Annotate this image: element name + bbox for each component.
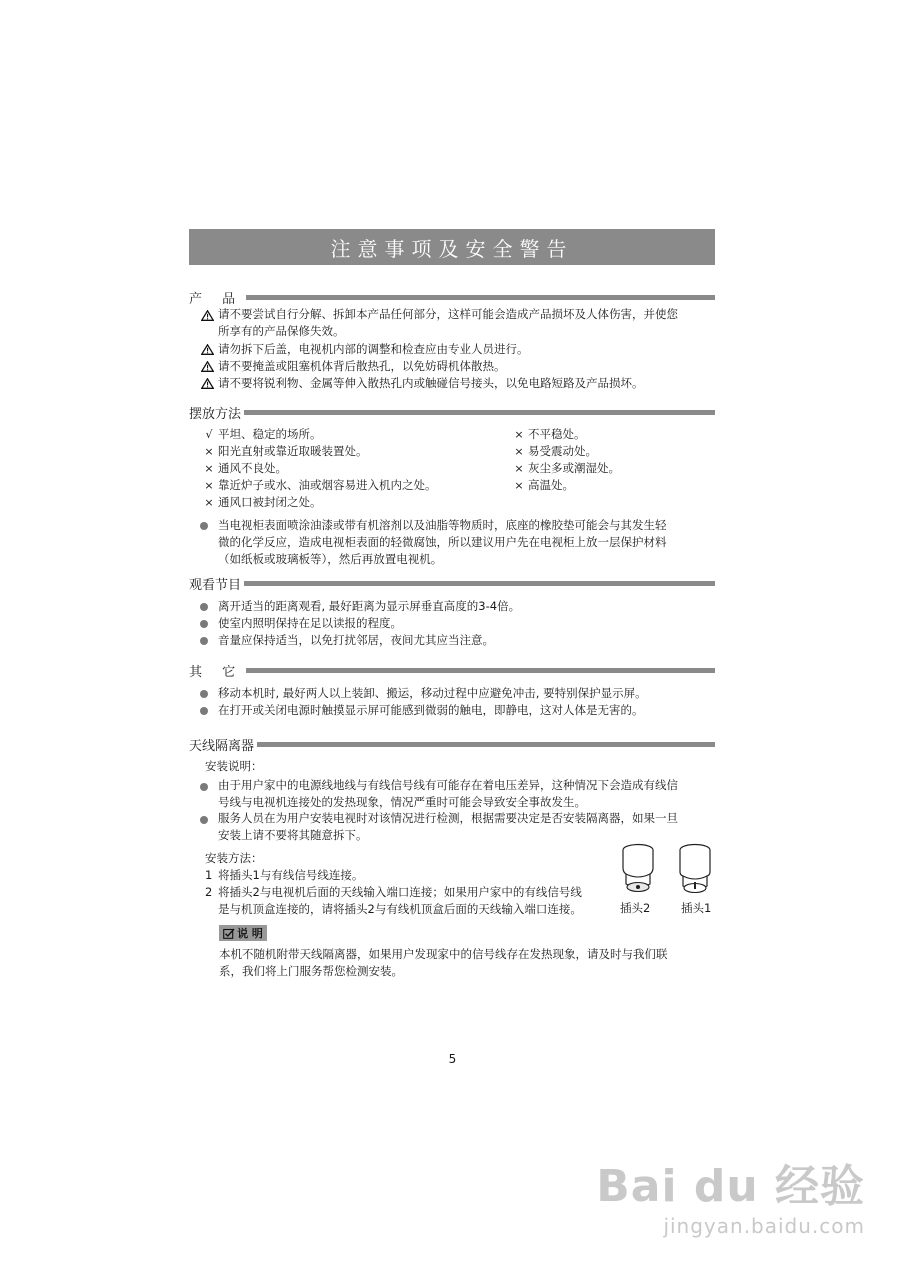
install-step-2-line-1: 2 将插头2与电视机后面的天线输入端口连接；如果用户家中的有线信号线 [205,885,582,899]
bullet-dot-icon [200,522,208,530]
placement-good-item: √ 平坦、稳定的场所。 [200,426,322,443]
placement-bad-item: × 通风口被封闭之处。 [200,494,322,511]
antenna-note-line-1: 本机不随机附带天线隔离器，如果用户发现家中的信号线存在发热现象，请及时与我们联 [219,947,668,961]
placement-note-line-1: 当电视柜表面喷涂油漆或带有机溶剂以及油脂等物质时，底座的橡胶垫可能会与其发生轻 [218,518,667,532]
check-mark-icon: √ [205,428,213,441]
placement-bad-item: × 易受震动处。 [510,443,597,460]
plug-1-illustration [672,842,718,900]
product-item-3: 请不要掩盖或阻塞机体背后散热孔，以免妨碍机体散热。 [218,359,506,373]
cross-mark-icon: × [204,496,214,509]
section-heading-viewing: 观看节目 [189,574,715,592]
antenna-note-1-line-2: 号线与电视机连接处的发热现象，情况严重时可能会导致安全事故发生。 [218,795,586,809]
warning-triangle-icon [201,361,214,372]
cross-mark-icon: × [204,445,214,458]
other-item: 在打开或关闭电源时触摸显示屏可能感到微弱的触电，即静电，这对人体是无害的。 [218,703,644,717]
page-number: 5 [448,1052,457,1066]
plug-2-illustration [615,842,661,900]
bullet-dot-icon [200,690,208,698]
warning-triangle-icon [201,378,214,389]
bullet-dot-icon [200,707,208,715]
bullet-dot-icon [200,816,208,824]
section-rule [246,668,715,673]
cross-mark-icon: × [514,462,524,475]
install-step-1: 1 将插头1与有线信号线连接。 [205,868,364,882]
section-heading-product: 产 品 [189,288,715,306]
bullet-dot-icon [200,637,208,645]
bullet-dot-icon [200,603,208,611]
cross-mark-icon: × [514,479,524,492]
cross-mark-icon: × [514,445,524,458]
warning-triangle-icon [201,310,214,321]
placement-bad-item: × 灰尘多或潮湿处。 [510,460,620,477]
placement-bad-item: × 高温处。 [510,477,574,494]
section-heading-other: 其 它 [189,661,715,679]
page-title: 注意事项及安全警告 [189,229,715,265]
watermark-url: jingyan.baidu.com [663,1214,865,1238]
placement-bad-item: × 不平稳处。 [510,426,586,443]
section-heading-antenna: 天线隔离器 [189,735,715,753]
antenna-note-2-line-1: 服务人员在为用户安装电视时对该情况进行检测，根据需要决定是否安装隔离器，如果一旦 [218,811,678,825]
section-rule [257,742,715,747]
section-rule [244,410,715,415]
section-heading-placement: 摆放方法 [189,403,715,421]
cross-mark-icon: × [204,462,214,475]
viewing-item: 使室内照明保持在足以读报的程度。 [218,616,402,630]
note-check-icon [223,928,235,939]
product-item-4: 请不要将锐利物、金属等伸入散热孔内或触碰信号接头，以免电路短路及产品损坏。 [218,376,644,390]
product-item-2: 请勿拆下后盖，电视机内部的调整和检查应由专业人员进行。 [218,342,529,356]
install-notes-label: 安装说明： [205,759,263,773]
install-step-2-line-2: 是与机顶盒连接的，请将插头2与有线机顶盒后面的天线输入端口连接。 [218,902,582,916]
viewing-item: 音量应保持适当，以免打扰邻居，夜间尤其应当注意。 [218,633,494,647]
placement-note-line-3: （如纸板或玻璃板等），然后再放置电视机。 [218,552,443,566]
placement-bad-item: × 靠近炉子或水、油或烟容易进入机内之处。 [200,477,437,494]
baidu-watermark [596,1150,865,1238]
note-badge: 说 明 [219,925,267,941]
section-rule [246,295,715,300]
other-item: 移动本机时, 最好两人以上装卸、搬运，移动过程中应避免冲击, 要特别保护显示屏。 [218,686,647,700]
antenna-note-1-line-1: 由于用户家中的电源线地线与有线信号线有可能存在着电压差异，这种情况下会造成有线信 [218,778,678,792]
antenna-note-line-2: 系，我们将上门服务帮您检测安装。 [219,964,403,978]
placement-bad-item: × 通风不良处。 [200,460,287,477]
section-rule [244,581,715,586]
cross-mark-icon: × [204,479,214,492]
placement-bad-item: × 阳光直射或靠近取暖装置处。 [200,443,368,460]
plug-1-label: 插头1 [681,901,712,915]
bullet-dot-icon [200,620,208,628]
bullet-dot-icon [200,783,208,791]
placement-note-line-2: 微的化学反应，造成电视柜表面的轻微腐蚀，所以建议用户先在电视柜上放一层保护材料 [218,535,667,549]
product-item-1-line-2: 所享有的产品保修失效。 [218,324,345,338]
plug-2-label: 插头2 [620,901,651,915]
viewing-item: 离开适当的距离观看, 最好距离为显示屏垂直高度的3-4倍。 [218,599,521,613]
warning-triangle-icon [201,344,214,355]
watermark-brand: Bai du 经验 [596,1161,865,1212]
cross-mark-icon: × [514,428,524,441]
product-item-1-line-1: 请不要尝试自行分解、拆卸本产品任何部分，这样可能会造成产品损坏及人体伤害，并使您 [218,307,678,321]
install-method-label: 安装方法： [205,851,263,865]
antenna-note-2-line-2: 安装上请不要将其随意拆下。 [218,828,368,842]
